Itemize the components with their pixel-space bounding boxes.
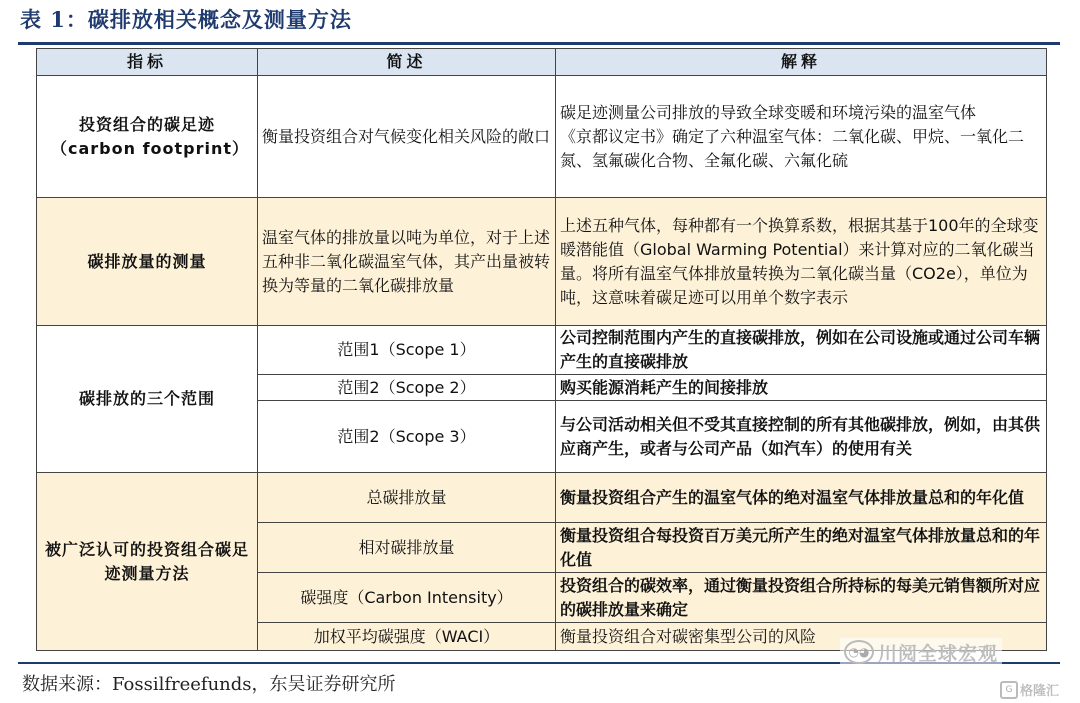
header-summary: 简述 [258, 49, 556, 76]
row-explanation: 碳足迹测量公司排放的导致全球变暖和环境污染的温室气体 《京都议定书》确定了六种温室气体：二氧化碳、甲烷、一氧化二氮、氢氟碳化合物、全氟化碳、六氟化硫 [556, 76, 1047, 198]
row-category: 投资组合的碳足迹（carbon footprint） [37, 76, 258, 198]
row-explanation: 衡量投资组合产生的温室气体的绝对温室气体排放量总和的年化值 [556, 473, 1047, 523]
table-header-row [37, 49, 1047, 76]
table-row [37, 198, 1047, 326]
row-category: 碳排放量的测量 [37, 198, 258, 326]
concept-table [36, 48, 1047, 651]
row-explanation: 上述五种气体，每种都有一个换算系数，根据其基于100年的全球变暖潜能值（Global Warming Potential）来计算对应的二氧化碳当量。将所有温室气体排放量转换为二氧化碳当量（CO2e），单位为吨，这意味着碳足迹可以用单个数字表示 [556, 198, 1047, 326]
row-explanation: 衡量投资组合对碳密集型公司的风险 [556, 623, 1047, 651]
row-summary: 碳强度（Carbon Intensity） [258, 573, 556, 623]
row-summary: 温室气体的排放量以吨为单位，对于上述五种非二氧化碳温室气体，其产出量被转换为等量的二氧化碳排放量 [258, 198, 556, 326]
row-category: 碳排放的三个范围 [37, 326, 258, 473]
row-summary: 衡量投资组合对气候变化相关风险的敞口 [258, 76, 556, 198]
table-row [37, 326, 1047, 375]
row-summary: 范围2（Scope 3） [258, 401, 556, 473]
wechat-logo-icon: ◔◕ [844, 640, 874, 664]
brand-watermark-text: 格隆汇 [1020, 684, 1060, 699]
data-source: 数据来源：Fossilfreefunds，东吴证券研究所 [22, 674, 396, 695]
row-explanation: 投资组合的碳效率，通过衡量投资组合所持标的每美元销售额所对应的碳排放量来确定 [556, 573, 1047, 623]
watermark [840, 638, 1002, 666]
row-summary: 加权平均碳强度（WACI） [258, 623, 556, 651]
brand-watermark [1000, 680, 1059, 699]
row-category: 被广泛认可的投资组合碳足迹测量方法 [37, 473, 258, 651]
table-row [37, 76, 1047, 198]
watermark-text: 川阅全球宏观 [878, 642, 999, 665]
header-explanation: 解释 [556, 49, 1047, 76]
row-summary: 总碳排放量 [258, 473, 556, 523]
row-explanation: 公司控制范围内产生的直接碳排放，例如在公司设施或通过公司车辆产生的直接碳排放 [556, 326, 1047, 375]
row-explanation: 衡量投资组合每投资百万美元所产生的绝对温室气体排放量总和的年化值 [556, 523, 1047, 573]
row-summary: 范围1（Scope 1） [258, 326, 556, 375]
row-explanation: 购买能源消耗产生的间接排放 [556, 375, 1047, 401]
table-row [37, 473, 1047, 523]
row-summary: 范围2（Scope 2） [258, 375, 556, 401]
header-indicator: 指标 [37, 49, 258, 76]
table-title: 表 1：碳排放相关概念及测量方法 [20, 7, 352, 32]
concept-table-wrapper [36, 48, 1046, 651]
title-rule [18, 42, 1060, 45]
row-explanation: 与公司活动相关但不受其直接控制的所有其他碳排放，例如，由其供应商产生，或者与公司产品（如汽车）的使用有关 [556, 401, 1047, 473]
gelonghui-logo-icon: G [1000, 681, 1018, 699]
row-summary: 相对碳排放量 [258, 523, 556, 573]
